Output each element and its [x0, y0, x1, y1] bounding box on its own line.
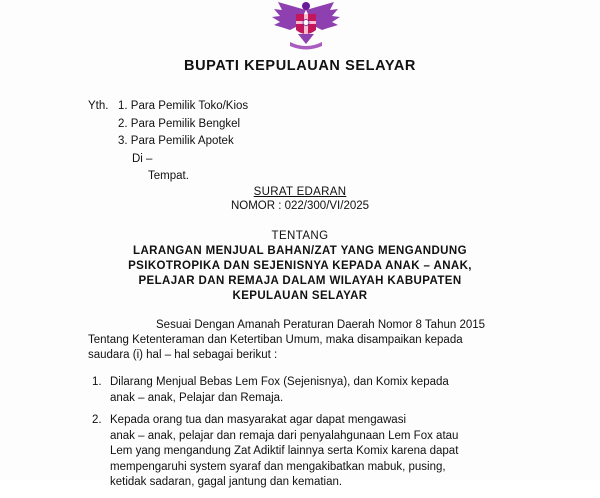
- subject-line: LARANGAN MENJUAL BAHAN/ZAT YANG MENGANDUNG: [133, 245, 467, 257]
- list-line: Kepada orang tua dan masyarakat agar dapat mengawasi: [110, 414, 407, 426]
- recipient-di: Di –: [132, 152, 153, 165]
- list-line: anak – anak, pelajar dan remaja dari penyalahgunaan Lem Fox atau: [110, 429, 459, 442]
- recipient-item: 3. Para Pemilik Apotek: [118, 135, 234, 147]
- subject-line: KEPULAUAN SELAYAR: [232, 290, 368, 302]
- list-line: anak – anak, Pelajar dan Remaja.: [110, 391, 284, 404]
- recipient-place: Tempat.: [148, 170, 189, 182]
- salutation: Yth.: [88, 100, 109, 112]
- letter-number: NOMOR : 022/300/VI/2025: [230, 200, 370, 212]
- recipient-item: 1. Para Pemilik Toko/Kios: [118, 100, 249, 112]
- subject-about: TENTANG: [271, 230, 329, 242]
- recipient-item: 2. Para Pemilik Bengkel: [118, 117, 241, 130]
- points-list: [88, 375, 528, 498]
- subject-line: PSIKOTROPIKA DAN SEJENISNYA KEPADA ANAK – ANAK,: [128, 260, 472, 272]
- letter-title-block: [0, 185, 600, 213]
- intro-line: Sesuai Dengan Amanah Peraturan Daerah Nomor 8 Tahun 2015: [156, 319, 486, 331]
- intro-line: Tentang Ketenteraman dan Ketertiban Umum, maka disampaikan kepada: [88, 334, 463, 346]
- letter-subject-block: [0, 229, 600, 304]
- intro-paragraph: [88, 318, 528, 363]
- list-number: 2.: [92, 414, 102, 426]
- list-line: mempengaruhi system syaraf dan mengakibatkan mabuk, pusing,: [110, 460, 446, 473]
- letter-type: SURAT EDARAN: [253, 186, 347, 198]
- list-line: Lem yang mengandung Zat Adiktif lainnya serta Komix karena dapat: [110, 445, 459, 457]
- list-line: ketidak sadaran, gagal jantung dan kematian.: [110, 476, 343, 488]
- intro-line: saudara (i) hal – hal sebagai berikut :: [88, 349, 278, 361]
- garuda-emblem-icon: [268, 0, 344, 50]
- subject-line: PELAJAR DAN REMAJA DALAM WILAYAH KABUPATEN: [138, 275, 462, 287]
- list-line: Dilarang Menjual Bebas Lem Fox (Sejenisnya), dan Komix kepada: [110, 376, 449, 388]
- list-item: [88, 413, 528, 491]
- list-item: [88, 375, 528, 406]
- list-number: 1.: [92, 376, 102, 388]
- issuer-heading: BUPATI KEPULAUAN SELAYAR: [184, 58, 416, 74]
